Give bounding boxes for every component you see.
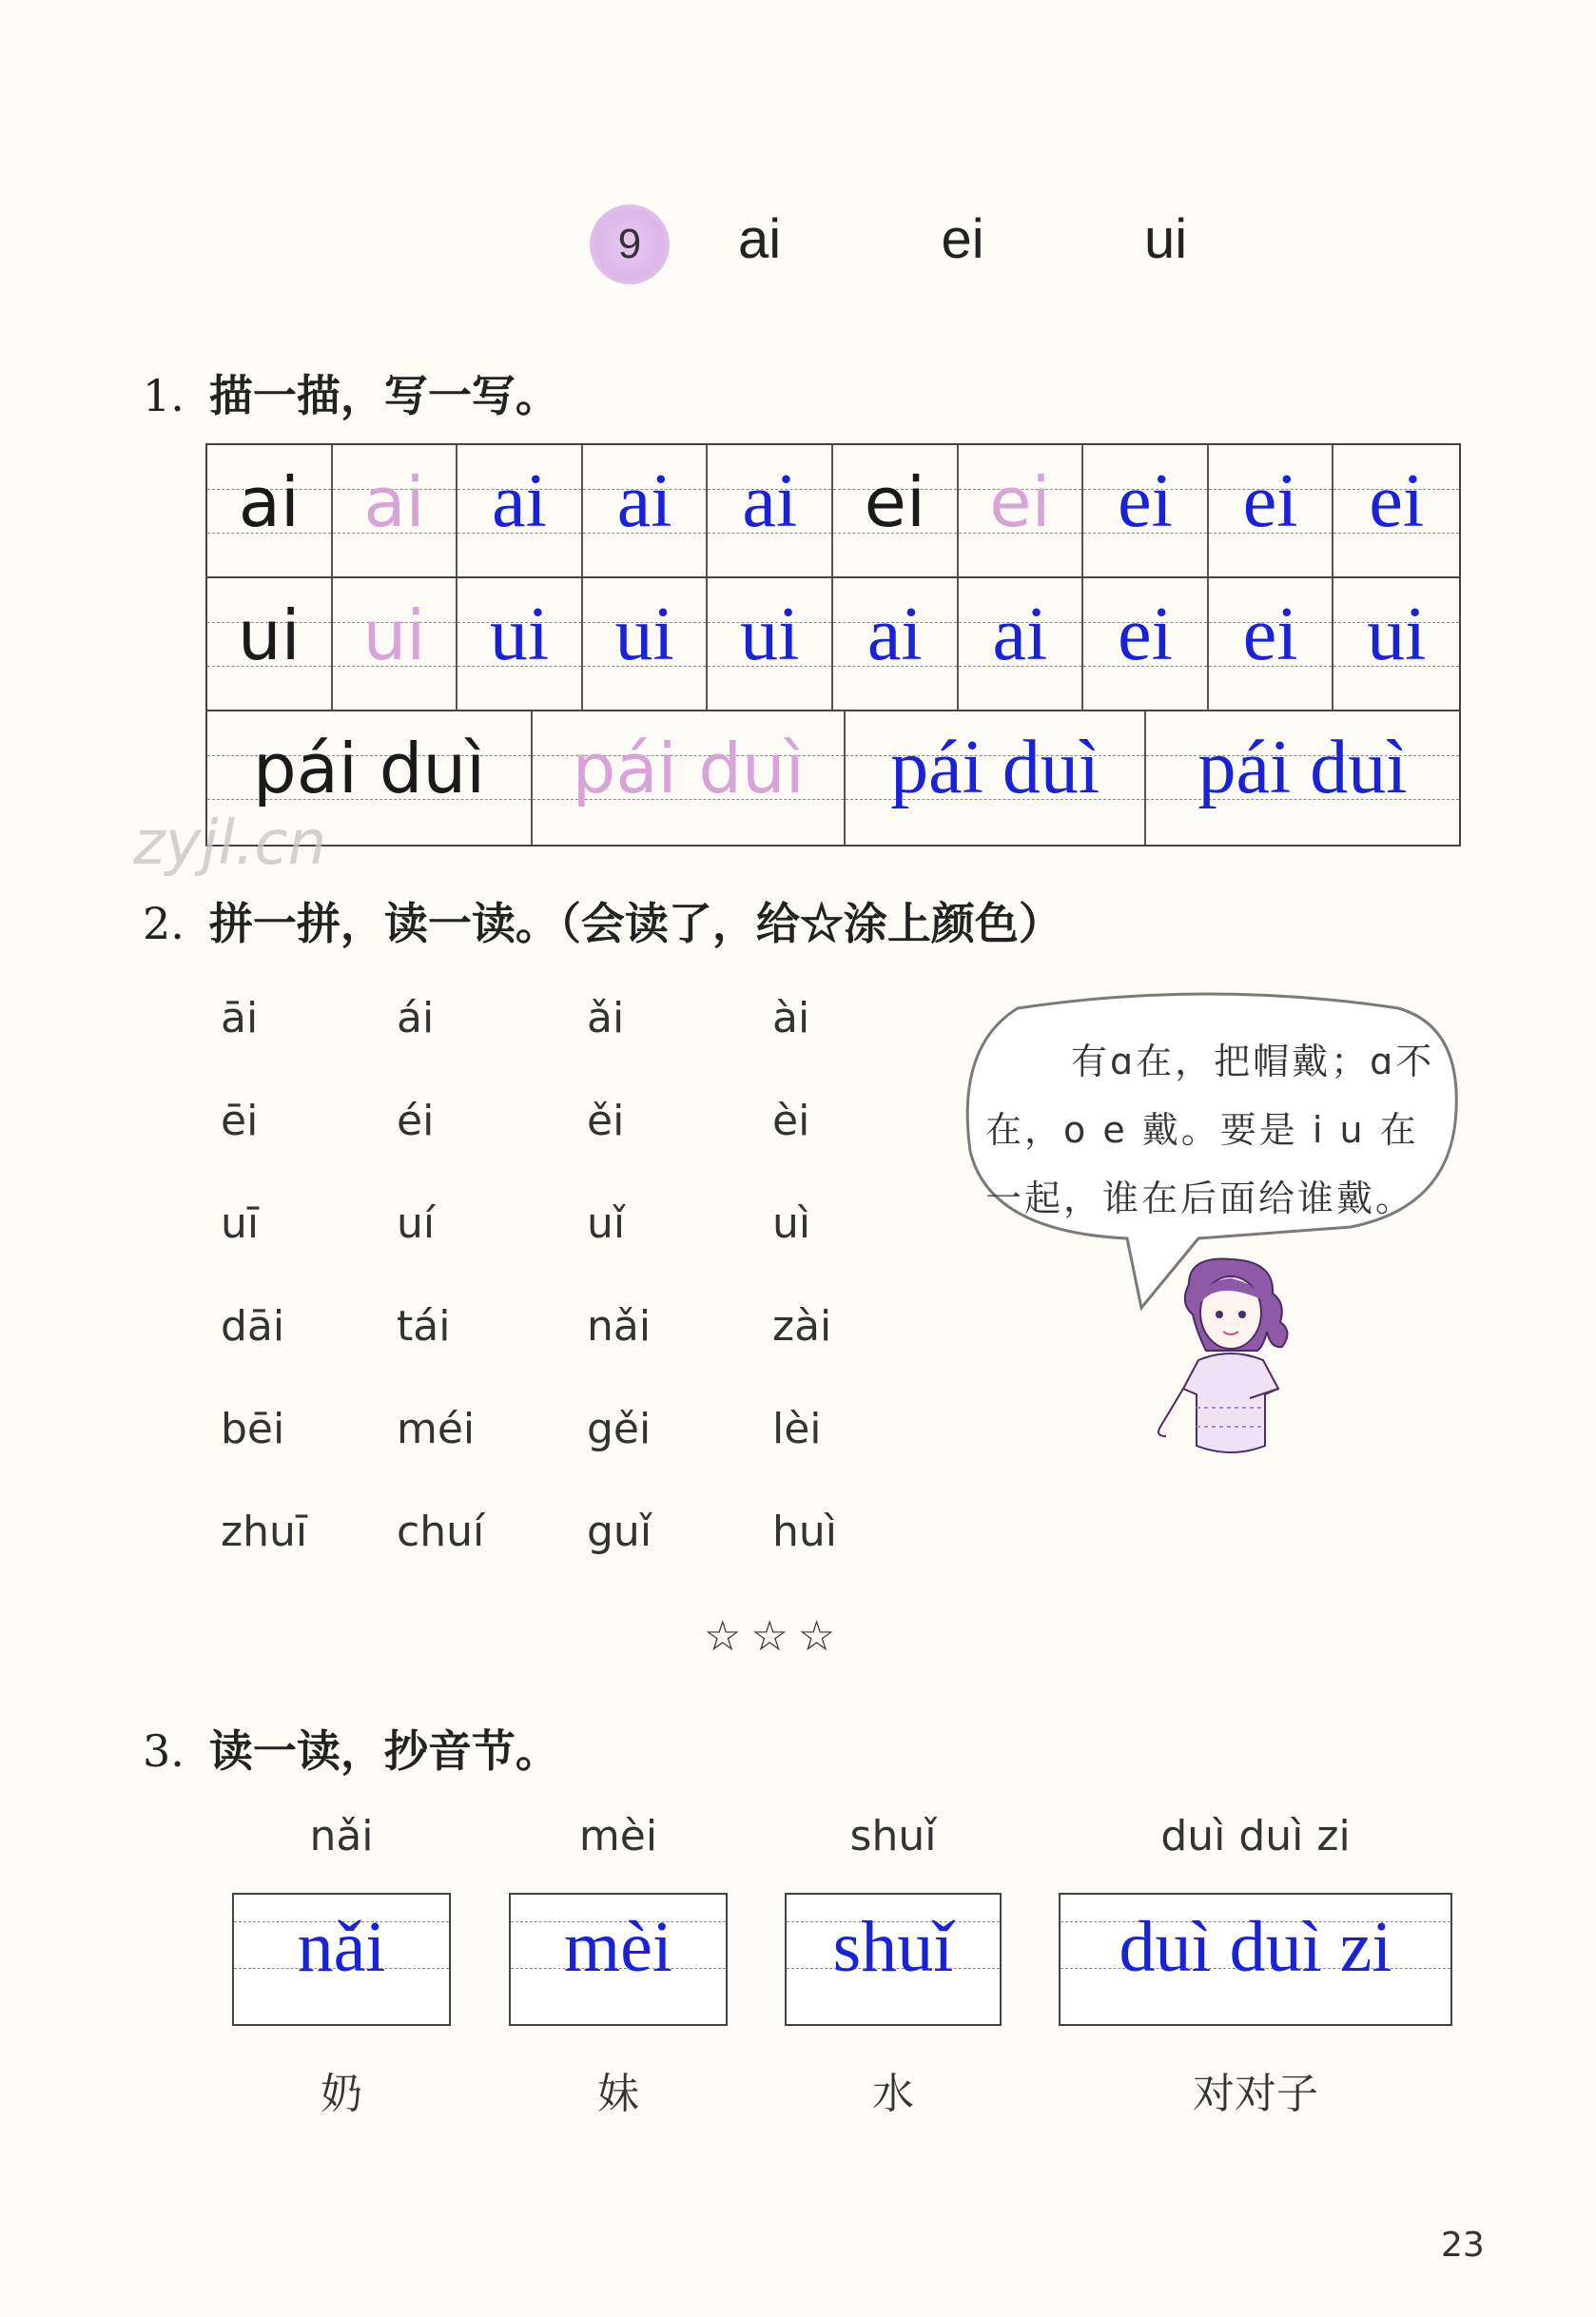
trace-syllable: pái duì <box>572 729 805 808</box>
pinyin-syllable: gěi <box>587 1405 652 1453</box>
lesson-number-badge <box>590 204 670 284</box>
grid-cell[interactable] <box>1333 445 1459 576</box>
written-syllable: ai <box>492 459 547 543</box>
grid-cell[interactable] <box>457 445 583 576</box>
hanzi-character: 妹 <box>597 2070 639 2118</box>
grid-cell[interactable] <box>833 578 959 710</box>
lesson-number: 9 <box>617 221 642 267</box>
grid-cell[interactable] <box>333 445 458 576</box>
written-answer: nǎi <box>297 1907 386 1987</box>
section3-number: 3. <box>143 1725 185 1777</box>
syllable-prompt: mèi <box>578 1812 658 1860</box>
written-syllable: ui <box>740 593 800 676</box>
section1-title <box>143 361 559 424</box>
written-answer: shuǐ <box>832 1907 954 1987</box>
grid-row-2 <box>207 578 1459 711</box>
pinyin-syllable: uì <box>772 1199 811 1248</box>
writing-grid <box>205 443 1461 847</box>
pinyin-syllable: ǎi <box>587 994 625 1042</box>
written-syllable: ui <box>489 593 550 676</box>
pinyin-syllable: zài <box>772 1302 832 1351</box>
model-syllable: pái duì <box>253 729 486 808</box>
model-syllable: ai <box>238 462 300 542</box>
pinyin-syllable: ái <box>397 994 435 1042</box>
written-syllable: ai <box>866 593 923 676</box>
syllable-answer-box[interactable] <box>232 1893 451 2026</box>
pinyin-syllable: zhuī <box>221 1508 308 1556</box>
pinyin-syllable: chuí <box>397 1508 485 1556</box>
grid-cell[interactable] <box>533 711 846 845</box>
syllable-prompt: shuǐ <box>849 1812 937 1860</box>
trace-syllable: ui <box>362 595 426 675</box>
grid-cell[interactable] <box>457 578 583 710</box>
pinyin-practice-list <box>221 994 944 1603</box>
section2-number: 2. <box>143 898 185 949</box>
section1-heading: 描一描，写一写。 <box>208 370 559 421</box>
grid-cell[interactable] <box>833 445 959 576</box>
written-syllable: ai <box>992 593 1048 676</box>
speech-bubble-text <box>985 1027 1442 1233</box>
written-syllable: ui <box>1367 593 1427 676</box>
grid-cell[interactable] <box>846 711 1146 845</box>
grid-cell[interactable] <box>1083 445 1209 576</box>
pinyin-syllable: ài <box>772 994 810 1042</box>
grid-cell[interactable] <box>333 578 458 710</box>
pinyin-syllable: dāi <box>221 1302 285 1351</box>
written-syllable: pái duì <box>1197 726 1408 809</box>
lesson-title: ai ei ui <box>738 208 1188 270</box>
written-syllable: ei <box>1369 459 1425 543</box>
grid-cell[interactable] <box>583 578 709 710</box>
pinyin-syllable: āi <box>221 994 259 1042</box>
written-answer: mèi <box>564 1907 672 1987</box>
grid-cell[interactable] <box>1209 578 1334 710</box>
grid-cell[interactable] <box>207 578 333 710</box>
model-syllable: ei <box>864 462 925 542</box>
grid-cell[interactable] <box>1209 445 1334 576</box>
bubble-line-2: 在，o e 戴。要是 i u 在 <box>985 1109 1419 1151</box>
bubble-line-3: 一起，谁在后面给谁戴。 <box>985 1178 1415 1219</box>
written-syllable: ei <box>1242 593 1298 676</box>
pinyin-syllable: tái <box>397 1302 451 1351</box>
pinyin-syllable: guǐ <box>587 1508 652 1556</box>
syllable-answer-box[interactable] <box>1059 1893 1452 2026</box>
pinyin-syllable: éi <box>397 1097 435 1145</box>
trace-syllable: ai <box>363 462 425 542</box>
trace-syllable: ei <box>989 462 1051 542</box>
syllable-answer-box[interactable] <box>785 1893 1002 2026</box>
grid-cell[interactable] <box>1083 578 1209 710</box>
section3-title <box>143 1717 559 1780</box>
section2-title <box>143 889 1062 952</box>
section2-heading: 拼一拼，读一读。（会读了，给☆涂上颜色） <box>208 898 1062 949</box>
section3-heading: 读一读，抄音节。 <box>208 1725 559 1777</box>
written-syllable: ui <box>614 593 674 676</box>
pinyin-syllable: méi <box>397 1405 476 1453</box>
written-syllable: pái duì <box>890 726 1100 809</box>
grid-row-3 <box>207 711 1459 845</box>
grid-cell[interactable] <box>708 578 833 710</box>
rating-stars[interactable]: ☆☆☆ <box>704 1612 846 1661</box>
watermark: zyjl.cn <box>133 808 327 879</box>
written-syllable: ei <box>1242 459 1298 543</box>
pinyin-syllable: lèi <box>772 1405 822 1453</box>
syllable-prompt: duì duì zi <box>1160 1812 1351 1860</box>
grid-cell[interactable] <box>708 445 833 576</box>
grid-row-1 <box>207 445 1459 578</box>
girl-illustration <box>1151 1256 1313 1465</box>
hanzi-character: 水 <box>872 2070 914 2118</box>
pinyin-syllable: uǐ <box>587 1199 626 1248</box>
grid-cell[interactable] <box>959 445 1084 576</box>
pinyin-syllable: nǎi <box>587 1302 652 1351</box>
model-syllable: ui <box>237 595 301 675</box>
pinyin-syllable: èi <box>772 1097 810 1145</box>
written-syllable: ei <box>1118 593 1173 676</box>
hanzi-character: 奶 <box>321 2070 362 2118</box>
written-syllable: ai <box>616 459 672 543</box>
grid-cell[interactable] <box>1333 578 1459 710</box>
written-syllable: ei <box>1118 459 1173 543</box>
syllable-prompt: nǎi <box>309 1812 374 1860</box>
section1-number: 1. <box>143 370 185 421</box>
pinyin-syllable: uí <box>397 1199 436 1248</box>
written-answer: duì duì zi <box>1119 1907 1392 1987</box>
page-number: 23 <box>1441 2226 1485 2265</box>
grid-cell[interactable] <box>959 578 1084 710</box>
syllable-answer-box[interactable] <box>509 1893 728 2026</box>
grid-cell[interactable] <box>207 445 333 576</box>
bubble-line-1: 有ɑ在，把帽戴；ɑ不 <box>1071 1041 1435 1082</box>
pinyin-syllable: uī <box>221 1199 260 1248</box>
grid-cell[interactable] <box>583 445 709 576</box>
pinyin-syllable: ēi <box>221 1097 259 1145</box>
pinyin-syllable: huì <box>772 1508 837 1556</box>
pinyin-syllable: bēi <box>221 1405 285 1453</box>
written-syllable: ai <box>742 459 798 543</box>
grid-cell[interactable] <box>1146 711 1459 845</box>
pinyin-syllable: ěi <box>587 1097 625 1145</box>
hanzi-character: 对对子 <box>1193 2070 1318 2118</box>
